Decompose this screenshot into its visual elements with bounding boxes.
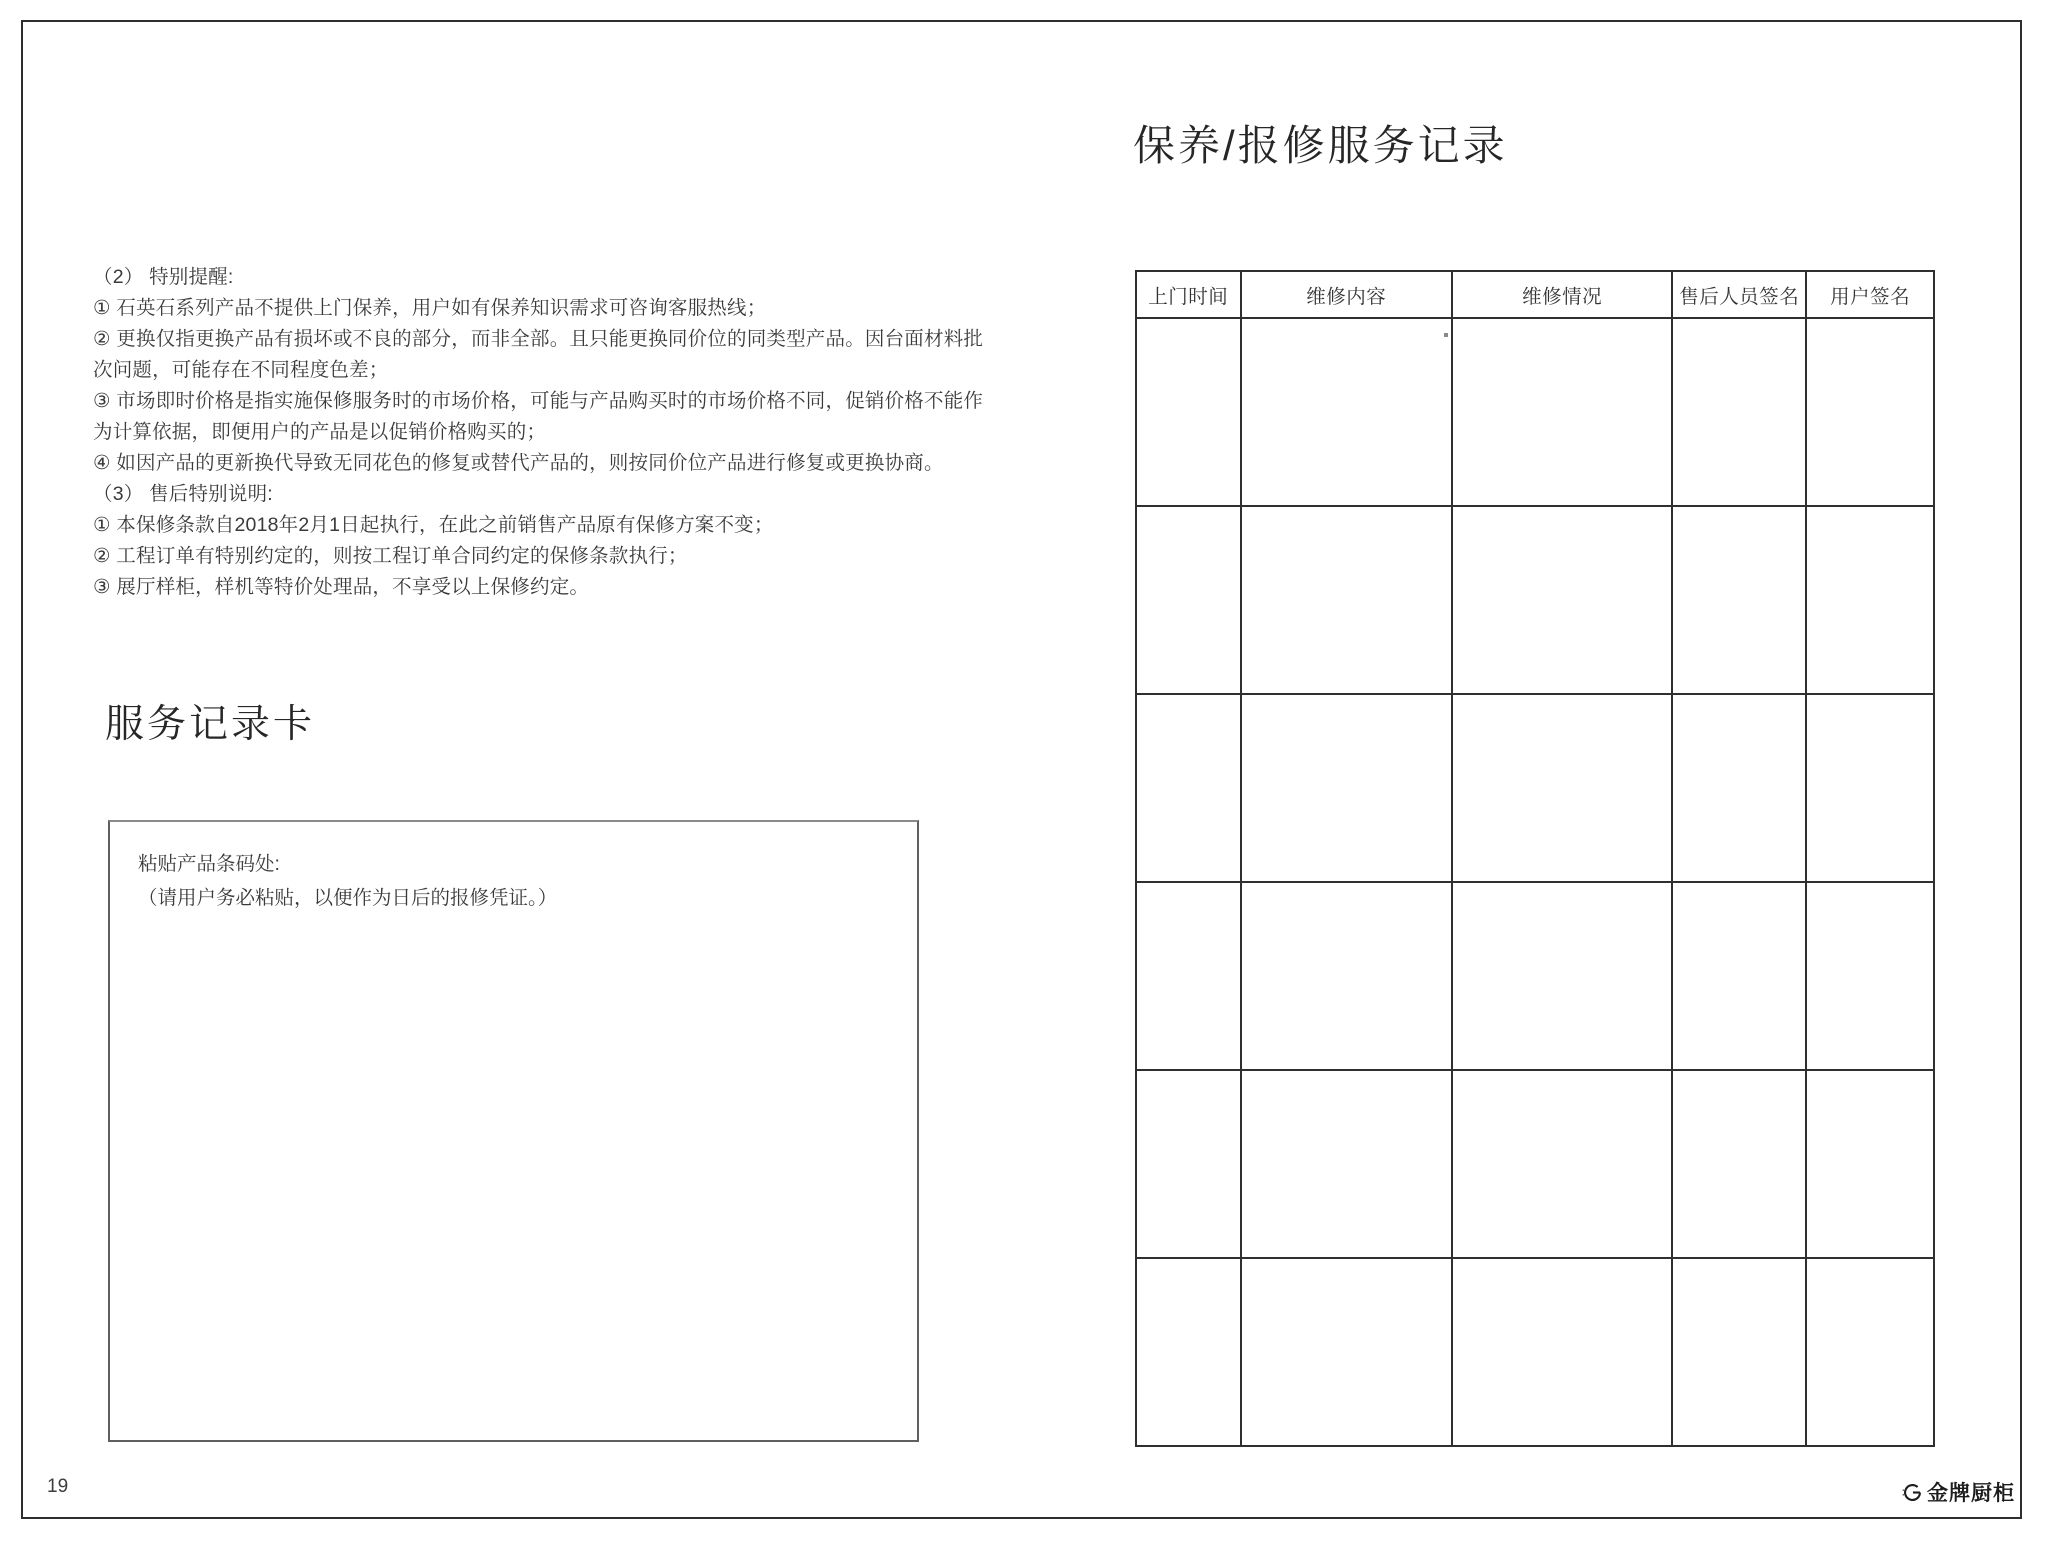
record-cell-empty	[1452, 882, 1672, 1070]
record-cell-empty	[1806, 1258, 1934, 1446]
note-line: ③ 市场即时价格是指实施保修服务时的市场价格，可能与产品购买时的市场价格不同，促销价格不能作	[93, 390, 984, 412]
record-cell-empty	[1136, 882, 1241, 1070]
record-row	[1136, 1258, 1934, 1446]
print-artifact-dot	[1444, 333, 1448, 337]
record-cell-empty	[1452, 506, 1672, 694]
note-line: ② 更换仅指更换产品有损坏或不良的部分，而非全部。且只能更换同价位的同类型产品。因台面材料批	[93, 328, 984, 350]
record-header-row	[1136, 271, 1934, 318]
service-record-table	[1135, 270, 1935, 1447]
record-cell-empty	[1672, 882, 1806, 1070]
record-row	[1136, 1070, 1934, 1258]
record-cell-empty	[1136, 694, 1241, 882]
record-cell-empty	[1672, 694, 1806, 882]
page-number: 19	[47, 1476, 69, 1497]
record-cell-empty	[1806, 694, 1934, 882]
record-cell-empty	[1241, 1258, 1452, 1446]
record-cell-empty	[1136, 506, 1241, 694]
note-line: ② 工程订单有特别约定的，则按工程订单合同约定的保修条款执行；	[93, 545, 688, 567]
record-cell-empty	[1241, 882, 1452, 1070]
record-cell-empty	[1452, 1258, 1672, 1446]
record-cell-empty	[1806, 318, 1934, 506]
record-cell-empty	[1241, 506, 1452, 694]
record-cell-empty	[1806, 882, 1934, 1070]
record-row	[1136, 318, 1934, 506]
maintenance-record-heading: 保养/报修服务记录	[1133, 122, 1508, 169]
col-header-repair-status: 维修情况	[1452, 271, 1672, 318]
barcode-box-note: （请用户务必粘贴，以便作为日后的报修凭证。）	[138, 887, 558, 909]
col-header-repair-content: 维修内容	[1241, 271, 1452, 318]
record-cell-empty	[1672, 318, 1806, 506]
record-table-body	[1136, 318, 1934, 1446]
col-header-visit-time: 上门时间	[1136, 271, 1241, 318]
note-line: ① 本保修条款自2018年2月1日起执行，在此之前销售产品原有保修方案不变；	[93, 514, 774, 536]
record-cell-empty	[1136, 318, 1241, 506]
barcode-box-title: 粘贴产品条码处:	[138, 853, 280, 875]
record-cell-empty	[1136, 1258, 1241, 1446]
record-row	[1136, 882, 1934, 1070]
record-cell-empty	[1672, 1070, 1806, 1258]
record-cell-empty	[1452, 318, 1672, 506]
brand-name: 金牌厨柜	[1927, 1482, 2015, 1505]
barcode-sticker-box	[108, 820, 919, 1442]
record-cell-empty	[1452, 694, 1672, 882]
note-line: （3） 售后特别说明:	[93, 483, 273, 505]
record-cell-empty	[1806, 506, 1934, 694]
note-line: 为计算依据，即便用户的产品是以促销价格购买的；	[93, 421, 547, 443]
record-cell-empty	[1241, 318, 1452, 506]
record-row	[1136, 506, 1934, 694]
col-header-staff-signature: 售后人员签名	[1672, 271, 1806, 318]
service-record-card-heading: 服务记录卡	[105, 703, 316, 746]
note-line: ① 石英石系列产品不提供上门保养，用户如有保养知识需求可咨询客服热线；	[93, 297, 767, 319]
record-cell-empty	[1672, 506, 1806, 694]
record-cell-empty	[1241, 1070, 1452, 1258]
brand-g-icon	[1902, 1482, 1923, 1503]
record-row	[1136, 694, 1934, 882]
note-line: ③ 展厅样柜，样机等特价处理品，不享受以上保修约定。	[93, 576, 590, 598]
record-cell-empty	[1672, 1258, 1806, 1446]
record-table-header	[1136, 271, 1934, 318]
note-line: （2） 特别提醒:	[93, 266, 234, 288]
warranty-notes	[93, 262, 984, 603]
note-line: 次问题，可能存在不同程度色差；	[93, 359, 389, 381]
col-header-user-signature: 用户签名	[1806, 271, 1934, 318]
record-cell-empty	[1452, 1070, 1672, 1258]
note-line: ④ 如因产品的更新换代导致无同花色的修复或替代产品的，则按同价位产品进行修复或更换协商。	[93, 452, 944, 474]
record-cell-empty	[1241, 694, 1452, 882]
record-cell-empty	[1806, 1070, 1934, 1258]
brand-logo	[1902, 1477, 2015, 1507]
record-cell-empty	[1136, 1070, 1241, 1258]
